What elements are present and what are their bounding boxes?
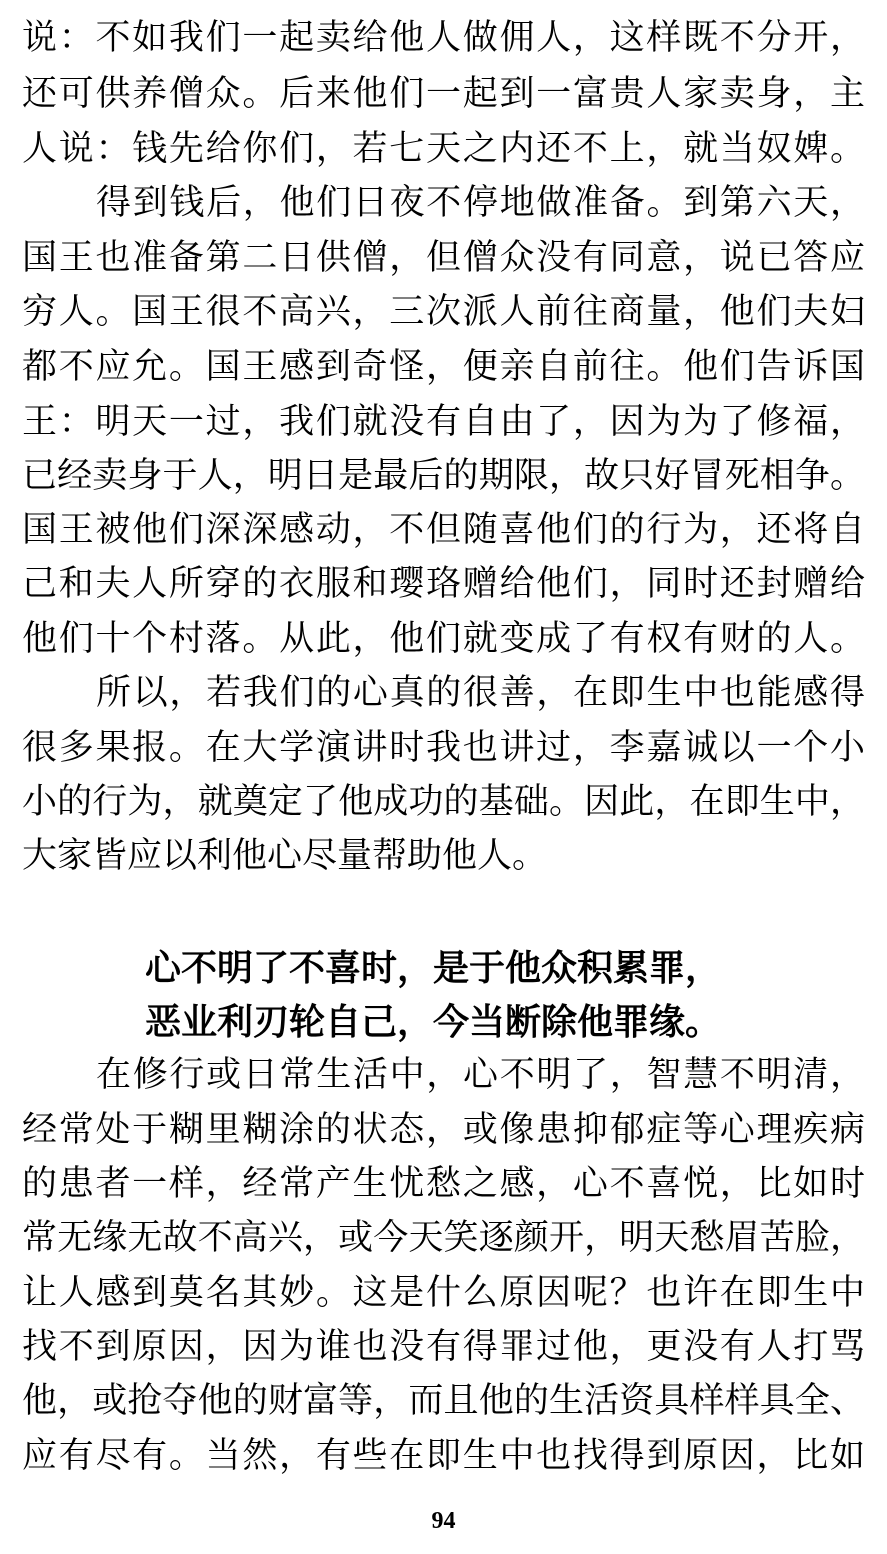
body-text-line: 穷人。国王很不高兴，三次派人前往商量，他们夫妇 xyxy=(22,292,865,332)
body-text-line: 常无缘无故不高兴，或今天笑逐颜开，明天愁眉苦脸， xyxy=(22,1218,865,1258)
body-text-line: 国王也准备第二日供僧，但僧众没有同意，说已答应 xyxy=(22,238,865,278)
body-text-line: 小的行为，就奠定了他成功的基础。因此，在即生中， xyxy=(22,782,865,822)
body-text-line: 王：明天一过，我们就没有自由了，因为为了修福， xyxy=(22,402,865,442)
page-number: 94 xyxy=(431,1508,456,1534)
body-text-line: 大家皆应以利他心尽量帮助他人。 xyxy=(22,836,548,876)
body-text-line: 国王被他们深深感动，不但随喜他们的行为，还将自 xyxy=(22,510,865,550)
body-text-line: 所以，若我们的心真的很善，在即生中也能感得 xyxy=(96,673,865,713)
body-text-line: 还可供养僧众。后来他们一起到一富贵人家卖身，主 xyxy=(22,74,865,114)
body-text-line: 都不应允。国王感到奇怪，便亲自前往。他们告诉国 xyxy=(22,347,865,387)
body-text-line: 他们十个村落。从此，他们就变成了有权有财的人。 xyxy=(22,619,865,659)
body-text-line: 得到钱后，他们日夜不停地做准备。到第六天， xyxy=(96,183,865,223)
body-text-line: 他，或抢夺他的财富等，而且他的生活资具样样具全、 xyxy=(22,1381,865,1421)
body-text-line: 人说：钱先给你们，若七天之内还不上，就当奴婢。 xyxy=(22,129,865,169)
body-text-line: 己和夫人所穿的衣服和璎珞赠给他们，同时还封赠给 xyxy=(22,564,865,604)
body-text-line: 让人感到莫名其妙。这是什么原因呢？也许在即生中 xyxy=(22,1273,865,1313)
body-text-line: 已经卖身于人，明日是最后的期限，故只好冒死相争。 xyxy=(22,456,865,496)
body-text-line: 经常处于糊里糊涂的状态，或像患抑郁症等心理疾病 xyxy=(22,1110,865,1150)
verse-line: 心不明了不喜时，是于他众积累罪， xyxy=(145,947,722,989)
body-text-line: 找不到原因，因为谁也没有得罪过他，更没有人打骂 xyxy=(22,1327,865,1367)
verse-line: 恶业利刃轮自己，今当断除他罪缘。 xyxy=(145,1001,722,1043)
body-text-line: 在修行或日常生活中，心不明了，智慧不明清， xyxy=(96,1055,865,1095)
body-text-line: 应有尽有。当然，有些在即生中也找得到原因，比如 xyxy=(22,1436,865,1476)
body-text-line: 的患者一样，经常产生忧愁之感，心不喜悦，比如时 xyxy=(22,1164,865,1204)
body-text-line: 很多果报。在大学演讲时我也讲过，李嘉诚以一个小 xyxy=(22,728,865,768)
body-text-line: 说：不如我们一起卖给他人做佣人，这样既不分开， xyxy=(22,18,865,58)
